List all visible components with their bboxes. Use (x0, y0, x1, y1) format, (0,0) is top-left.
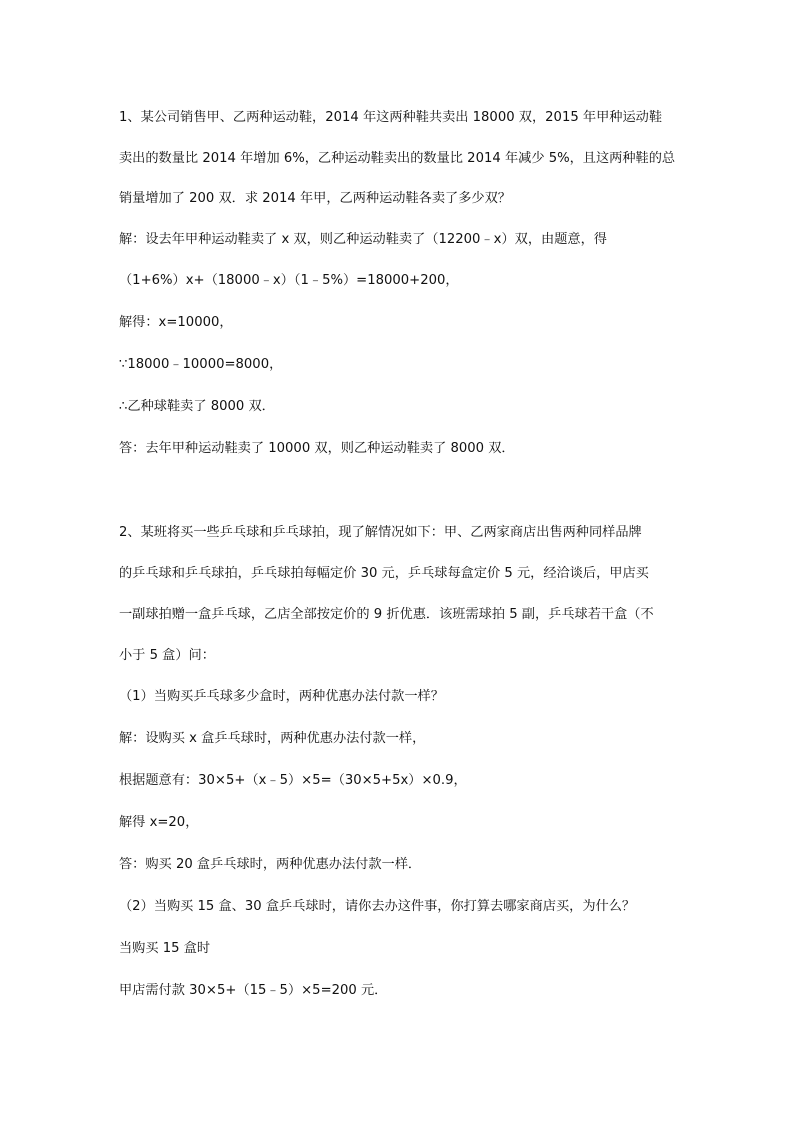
problem2-part2-line-1: 当购买 15 盒时 (119, 941, 211, 956)
problem2-part1-solution-line-1: 解：设购买 x 盒乒乓球时，两种优惠办法付款一样， (119, 731, 426, 746)
problem2-part1-answer: 答：购买 20 盒乒乓球时，两种优惠办法付款一样． (119, 857, 422, 872)
problem1-solution-line-1: 解：设去年甲种运动鞋卖了 x 双，则乙种运动鞋卖了（12200﹣x）双，由题意，得 (119, 232, 607, 247)
problem2-part2-line-2: 甲店需付款 30×5+（15﹣5）×5=200 元． (119, 983, 388, 998)
problem2-text-line-4: 小于 5 盒）问： (119, 648, 215, 663)
problem1-answer: 答：去年甲种运动鞋卖了 10000 双，则乙种运动鞋卖了 8000 双． (119, 441, 515, 456)
problem1-text-line-1: 1、某公司销售甲、乙两种运动鞋，2014 年这两种鞋共卖出 18000 双，2015 年甲种运动鞋 (119, 110, 663, 125)
problem2-text-line-1: 2、某班将买一些乒乓球和乒乓球拍，现了解情况如下：甲、乙两家商店出售两种同样品牌 (119, 525, 642, 540)
problem1-solution-line-3: 解得：x=10000， (119, 315, 233, 330)
problem1-solution-line-5: ∴乙种球鞋卖了 8000 双． (119, 399, 275, 414)
problem2-part1-question: （1）当购买乒乓球多少盒时，两种优惠办法付款一样？ (119, 689, 444, 704)
problem1-solution-line-4: ∵18000﹣10000=8000， (119, 357, 283, 372)
problem2-text-line-3: 一副球拍赠一盒乒乓球，乙店全部按定价的 9 折优惠．该班需球拍 5 副，乒乓球若干盒（不 (119, 607, 654, 622)
problem1-text-line-2: 卖出的数量比 2014 年增加 6%，乙种运动鞋卖出的数量比 2014 年减少 5%，且这两种鞋的总 (119, 151, 676, 166)
problem1-text-line-3: 销量增加了 200 双．求 2014 年甲，乙两种运动鞋各卖了多少双？ (119, 191, 511, 206)
problem2-part2-question: （2）当购买 15 盒、30 盒乒乓球时，请你去办这件事，你打算去哪家商店买，为什么？ (119, 899, 636, 914)
problem1-solution-line-2: （1+6%）x+（18000﹣x）（1﹣5%）=18000+200， (119, 273, 459, 288)
problem2-part1-solution-line-2: 根据题意有：30×5+（x﹣5）×5=（30×5+5x）×0.9， (119, 773, 467, 788)
problem2-text-line-2: 的乒乓球和乒乓球拍，乒乓球拍每幅定价 30 元，乒乓球每盒定价 5 元，经洽谈后，甲店买 (119, 566, 649, 581)
problem2-part1-solution-line-3: 解得 x=20， (119, 815, 199, 830)
